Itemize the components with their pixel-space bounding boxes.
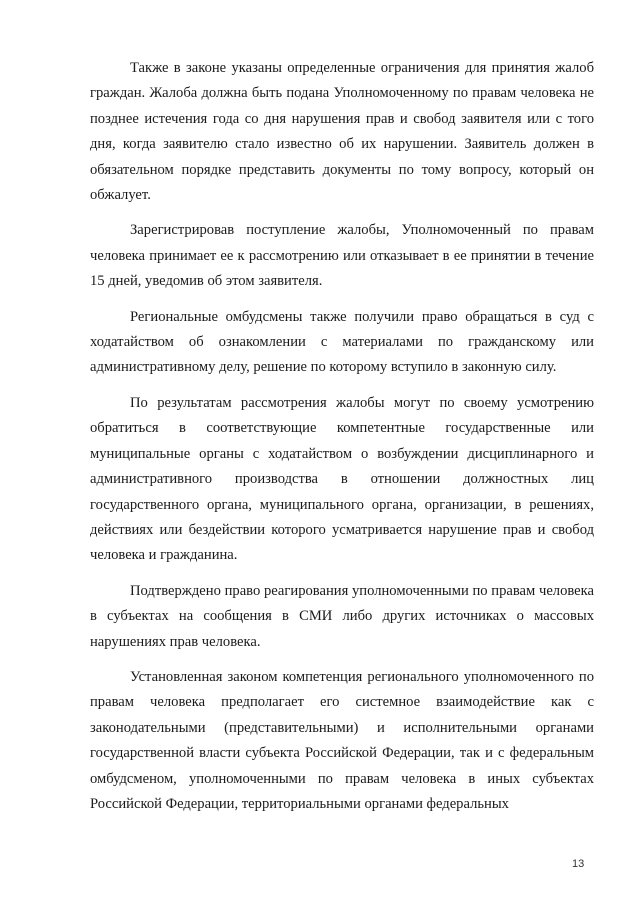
page-body <box>90 56 594 827</box>
page-number: 13 <box>572 858 585 870</box>
paragraph-3: Региональные омбудсмены также получили право обращаться в суд с ходатайством об ознакомлении с материалами по гражданскому или административному делу, решение по которому вступило в законную силу. <box>90 308 594 376</box>
paragraph-2: Зарегистрировав поступление жалобы, Уполномоченный по правам человека принимает ее к рассмотрению или отказывает в ее принятии в течение 15 дней, уведомив об этом заявителя. <box>90 222 594 290</box>
paragraph-4: По результатам рассмотрения жалобы могут по своему усмотрению обратиться в соответствующие компетентные государственные или муниципальные органы с ходатайством о возбуждении дисциплинарного и административного производства в отношении должностных лиц государственного органа, муниципального органа, организации, в решениях, действиях или бездействии которого усматривается нарушение прав и свобод человека и гражданина. <box>90 394 594 564</box>
paragraph-5: Подтверждено право реагирования уполномоченными по правам человека в субъектах на сообщения в СМИ либо других источниках о массовых нарушениях прав человека. <box>90 582 594 650</box>
paragraph-1: Также в законе указаны определенные ограничения для принятия жалоб граждан. Жалоба должна быть подана Уполномоченному по правам человека не позднее истечения года со дня нарушения прав и свобод заявителя или с того дня, когда заявителю стало известно об их нарушении. Заявитель должен в обязательном порядке представить документы по тому вопросу, который он обжалует. <box>90 60 594 204</box>
paragraph-6: Установленная законом компетенция регионального уполномоченного по правам человека предполагает его системное взаимодействие как с законодательными (представительными) и исполнительными органами государственной власти субъекта Российской Федерации, так и с федеральным омбудсменом, уполномоченными по правам человека в иных субъектах Российской Федерации, территориальными органами федеральных <box>90 668 594 812</box>
